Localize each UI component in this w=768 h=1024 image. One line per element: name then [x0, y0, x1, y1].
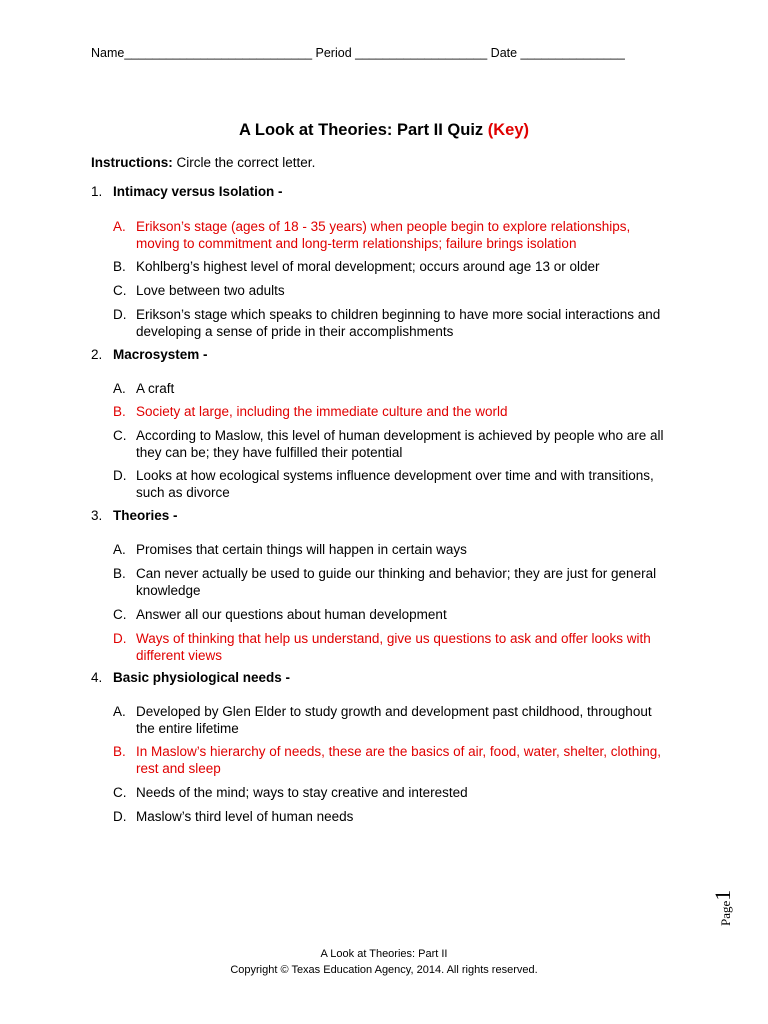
- student-info-line: Name___________________________ Period ___________________ Date _______________: [91, 46, 625, 60]
- option-text: According to Maslow, this level of human development is achieved by people who are all they can be; they have fulfilled their potential: [136, 428, 664, 460]
- instructions: [91, 155, 315, 170]
- option-text: Erikson’s stage (ages of 18 - 35 years) when people begin to explore relationships, moving to commitment and long-term relationships; failure brings isolation: [136, 219, 631, 251]
- quiz-title-main: A Look at Theories: Part II Quiz: [238, 121, 488, 139]
- option-text: Erikson’s stage which speaks to children beginning to have more social interactions and developing a sense of pride in their accomplishments: [136, 307, 661, 339]
- option-letter: B.: [113, 744, 126, 759]
- option-text: Needs of the mind; ways to stay creative and interested: [136, 785, 468, 800]
- page-number: 1: [710, 889, 735, 901]
- option-letter: A.: [113, 219, 126, 234]
- q2-option-d: [113, 467, 673, 501]
- q3-option-c: [113, 606, 673, 623]
- instructions-label: Instructions:: [91, 155, 173, 170]
- question-number: 3.: [91, 508, 103, 523]
- footer-copyright: Copyright © Texas Education Agency, 2014. All rights reserved.: [230, 964, 538, 976]
- q4-option-a: [113, 703, 673, 737]
- q3-option-a: [113, 541, 673, 558]
- q4-option-b: [113, 743, 673, 777]
- q2-option-c: [113, 427, 673, 461]
- q4-option-d: [113, 808, 673, 825]
- option-letter: A.: [113, 381, 126, 396]
- q1-option-a: [113, 218, 673, 252]
- option-letter: C.: [113, 283, 127, 298]
- question-1: [91, 184, 283, 199]
- option-text: Looks at how ecological systems influence development over time and with transitions, such as divorce: [136, 468, 654, 500]
- option-text: Developed by Glen Elder to study growth and development past childhood, throughout the entire lifetime: [136, 704, 652, 736]
- option-letter: B.: [113, 404, 126, 419]
- footer-title: A Look at Theories: Part II: [320, 948, 448, 960]
- option-letter: C.: [113, 607, 127, 622]
- instructions-text: Circle the correct letter.: [172, 155, 316, 170]
- question-number: 1.: [91, 184, 103, 199]
- q3-option-b: [113, 565, 673, 599]
- q2-option-a: [113, 380, 673, 397]
- question-prompt: Theories -: [113, 508, 178, 523]
- option-letter: C.: [113, 428, 127, 443]
- page-word: Page: [718, 900, 733, 926]
- option-letter: D.: [113, 468, 127, 483]
- quiz-title: [0, 121, 768, 140]
- question-2: [91, 347, 208, 362]
- option-letter: D.: [113, 307, 127, 322]
- question-prompt: Intimacy versus Isolation -: [113, 184, 283, 199]
- option-text: Kohlberg’s highest level of moral development; occurs around age 13 or older: [136, 259, 600, 274]
- q2-option-b: [113, 403, 673, 420]
- option-text: Can never actually be used to guide our thinking and behavior; they are just for general knowledge: [136, 566, 657, 598]
- question-prompt: Basic physiological needs -: [113, 670, 291, 685]
- question-number: 4.: [91, 670, 103, 685]
- option-text: Love between two adults: [136, 283, 285, 298]
- option-text: Ways of thinking that help us understand, give us questions to ask and offer looks with different views: [136, 631, 651, 663]
- option-letter: A.: [113, 704, 126, 719]
- option-letter: D.: [113, 809, 127, 824]
- option-letter: D.: [113, 631, 127, 646]
- question-3: [91, 508, 178, 523]
- q3-option-d: [113, 630, 673, 664]
- question-number: 2.: [91, 347, 103, 362]
- quiz-title-key: (Key): [487, 121, 530, 139]
- option-text: In Maslow’s hierarchy of needs, these are the basics of air, food, water, shelter, clothing, rest and sleep: [136, 744, 662, 776]
- option-text: Society at large, including the immediate culture and the world: [136, 404, 508, 419]
- option-letter: C.: [113, 785, 127, 800]
- q1-option-b: [113, 258, 673, 275]
- option-text: Promises that certain things will happen in certain ways: [136, 542, 467, 557]
- option-text: A craft: [136, 381, 175, 396]
- option-letter: B.: [113, 566, 126, 581]
- page-number-marker: [708, 880, 738, 928]
- q4-option-c: [113, 784, 673, 801]
- option-letter: A.: [113, 542, 126, 557]
- q1-option-d: [113, 306, 673, 340]
- page-footer: [0, 946, 768, 978]
- question-prompt: Macrosystem -: [113, 347, 208, 362]
- option-letter: B.: [113, 259, 126, 274]
- option-text: Answer all our questions about human development: [136, 607, 447, 622]
- option-text: Maslow’s third level of human needs: [136, 809, 354, 824]
- q1-option-c: [113, 282, 673, 299]
- question-4: [91, 670, 290, 685]
